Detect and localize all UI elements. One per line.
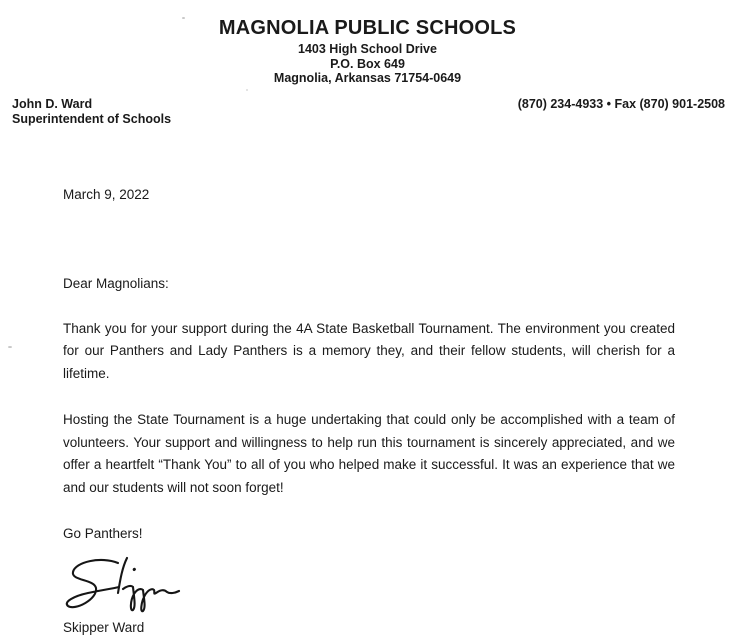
contact-row: [0, 86, 735, 127]
scan-speck: [182, 17, 185, 19]
paragraph-2: Hosting the State Tournament is a huge undertaking that could only be accomplished with a team of volunteers. Your support and willingness to help run this tournament is sincerely appreciated, and we offer a heartfelt “Thank You” to all of you who helped make it successful. It was an experience that we and our students will not soon forget!: [63, 412, 675, 495]
signature-ink: [61, 555, 181, 613]
official-title: Superintendent of Schools: [12, 111, 172, 126]
closing-line: Go Panthers!: [63, 526, 143, 541]
address-line-1: 1403 High School Drive: [298, 42, 437, 56]
official-name: John D. Ward: [12, 96, 93, 111]
letter-date: March 9, 2022: [63, 186, 150, 202]
letterhead: [0, 0, 735, 127]
address-line-3: Magnolia, Arkansas 71754-0649: [273, 71, 462, 85]
scan-speck: [8, 346, 12, 348]
salutation: Dear Magnolians:: [63, 275, 169, 291]
phone-fax-line: (870) 234-4933 • Fax (870) 901-2508: [517, 96, 725, 111]
school-name: MAGNOLIA PUBLIC SCHOOLS: [218, 17, 517, 39]
scan-speck: [246, 89, 248, 91]
letter-body: [63, 187, 675, 637]
signature-skipper-handwriting: [61, 555, 181, 613]
address-line-2: P.O. Box 649: [330, 56, 405, 71]
paragraph-1: Thank you for your support during the 4A State Basketball Tournament. The environment you created for our Panthers and Lady Panthers is a memory they, and their fellow students, will cherish for a lifetime.: [63, 320, 675, 381]
official-block: [12, 97, 171, 127]
signature-name: Skipper Ward: [63, 620, 145, 635]
